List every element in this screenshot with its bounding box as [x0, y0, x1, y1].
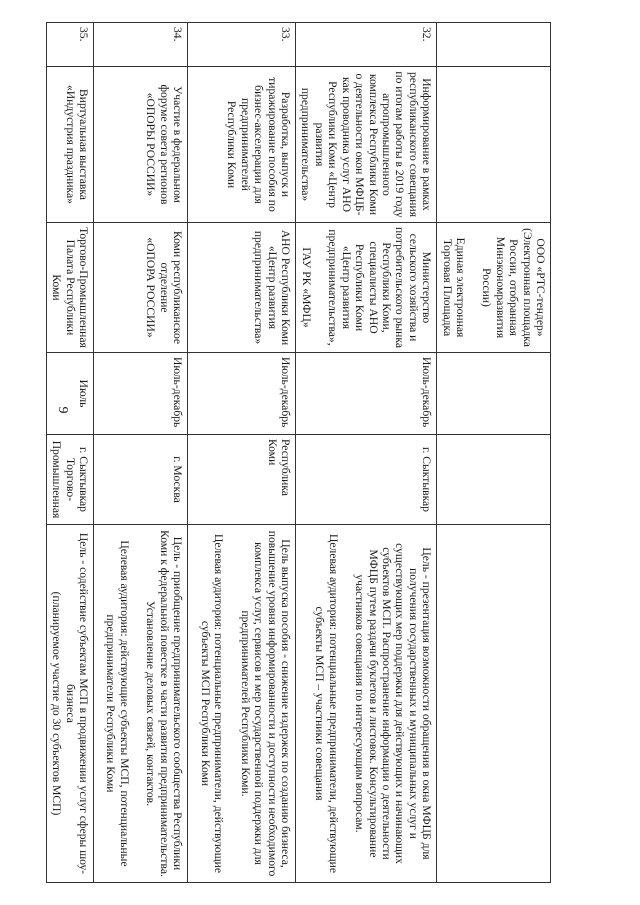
- organizer-line: АНО Республики Коми «Центр развития предпринимательства»: [252, 229, 293, 346]
- cell-num: 32.: [296, 23, 437, 67]
- goal-line: Цель выпуска пособия - снижение издержек по созданию бизнеса, повышение уровня информированности и доступности необходимого комплекса услуг, сервисов и мер государственной поддержки для предпринимателей Республики Коми.: [238, 530, 293, 877]
- cell-event: Виртуальная выставка «Индустрия праздника»: [46, 67, 93, 223]
- goal-line: Цель - презентация возможности обращения в окна МФЦБ для получения государственных и муниципальных услуг и существующих мер поддержки для действующих и начинающих субъектов МСП. Распространение информации о деятельности МФЦБ путем раздачи буклетов и листовок. Консультирование участников совещания по интересующим вопросам.: [353, 543, 434, 864]
- goal-line: Целевая аудитория: потенциальные предприниматели, действующие субъекты МСП – участники совещания: [313, 534, 340, 873]
- cell-goal: [437, 525, 551, 883]
- organizer-line: России): [480, 268, 494, 307]
- organizer-line: Торговая Площадка: [440, 238, 454, 337]
- page-number: 9: [55, 406, 70, 414]
- rotated-table-container: [50, 22, 551, 882]
- organizer-line: Минэкономразвития: [493, 236, 507, 339]
- table-row: [46, 23, 93, 883]
- goal-line: (планируемое участие до 30 субъектов МСП): [50, 591, 64, 816]
- cell-date: Июль-декабрь: [94, 353, 188, 435]
- organizer-line: (Электронная площадка: [520, 228, 534, 347]
- organizer-line: Коми республиканское отделение: [157, 230, 185, 345]
- goal-line: Цель - содействие субъектам МСП в продвижении услуг сферы шоу-бизнеса: [63, 532, 91, 875]
- organizer-line: ООО «РТС-тендер»: [534, 238, 547, 337]
- cell-num: 34.: [94, 23, 188, 67]
- cell-organizer: [296, 223, 437, 353]
- cell-organizer: [46, 223, 93, 353]
- cell-date: [437, 353, 551, 435]
- cell-event: Информирование в рамках республиканского совещания по итогам работы в 2019 году агропромышленного комплекса Республики Коми о деятельности окон МФЦБ- как проводника услуг АНО Республики Коми «Центр развития предпринимательства»: [296, 67, 437, 223]
- cell-num: 33.: [188, 23, 296, 67]
- cell-goal: [94, 525, 188, 883]
- organizer-line: Торгово-Промышленная Палата Республики Коми: [50, 227, 91, 348]
- cell-organizer: [188, 223, 296, 353]
- cell-place: [437, 435, 551, 525]
- goal-line: Целевая аудитория: действующие субъекты МСП, потенциальные предприниматели Республики Коми: [104, 540, 131, 867]
- cell-place: г. Сыктывкар Торгово-Промышленная: [46, 435, 93, 525]
- table-row-continued: [437, 23, 551, 883]
- table-row: [188, 23, 296, 883]
- cell-date: Июль: [46, 353, 93, 435]
- cell-organizer: [437, 223, 551, 353]
- organizer-line: Министерство сельского хозяйства и потребительского рынка Республики Коми, специалисты АНО Республики Коми «Центр развития предпринимательства»,: [326, 227, 434, 348]
- cell-goal: [188, 525, 296, 883]
- cell-date: Июль-декабрь: [188, 353, 296, 435]
- cell-event: Участие в федеральном форуме совета регионов «ОПОРЫ РОССИИ»: [94, 67, 188, 223]
- cell-event: Разработка, выпуск и тиражирование пособия по бизнес-акселерации для предпринимателей Республики Коми: [188, 67, 296, 223]
- cell-organizer: [94, 223, 188, 353]
- cell-place: г. Сыктывкар: [296, 435, 437, 525]
- goal-line: Целевая аудитория: потенциальные предприниматели, действующие субъекты МСП Республики Коми: [199, 534, 226, 873]
- organizer-line: Единая электронная: [453, 237, 467, 338]
- cell-num: 35.: [46, 23, 93, 67]
- cell-event: [437, 67, 551, 223]
- cell-place: Республика Коми: [188, 435, 296, 525]
- cell-date: Июль-декабрь: [296, 353, 437, 435]
- table-row: [94, 23, 188, 883]
- cell-num: [437, 23, 551, 67]
- events-table: [46, 22, 551, 883]
- cell-goal: [46, 525, 93, 883]
- cell-place: г. Москва: [94, 435, 188, 525]
- organizer-line: «ОПОРА РОССИИ»: [144, 237, 158, 338]
- organizer-line: ГАУ РК «МФЦ»: [299, 247, 313, 328]
- table-row: [296, 23, 437, 883]
- goal-line: Цель - приобщение предпринимательского сообщества Республики Коми к федеральной повестке в части развития предпринимательства. Установление деловых связей, контактов.: [144, 530, 185, 877]
- organizer-line: России, отобранная: [507, 239, 521, 336]
- cell-goal: [296, 525, 437, 883]
